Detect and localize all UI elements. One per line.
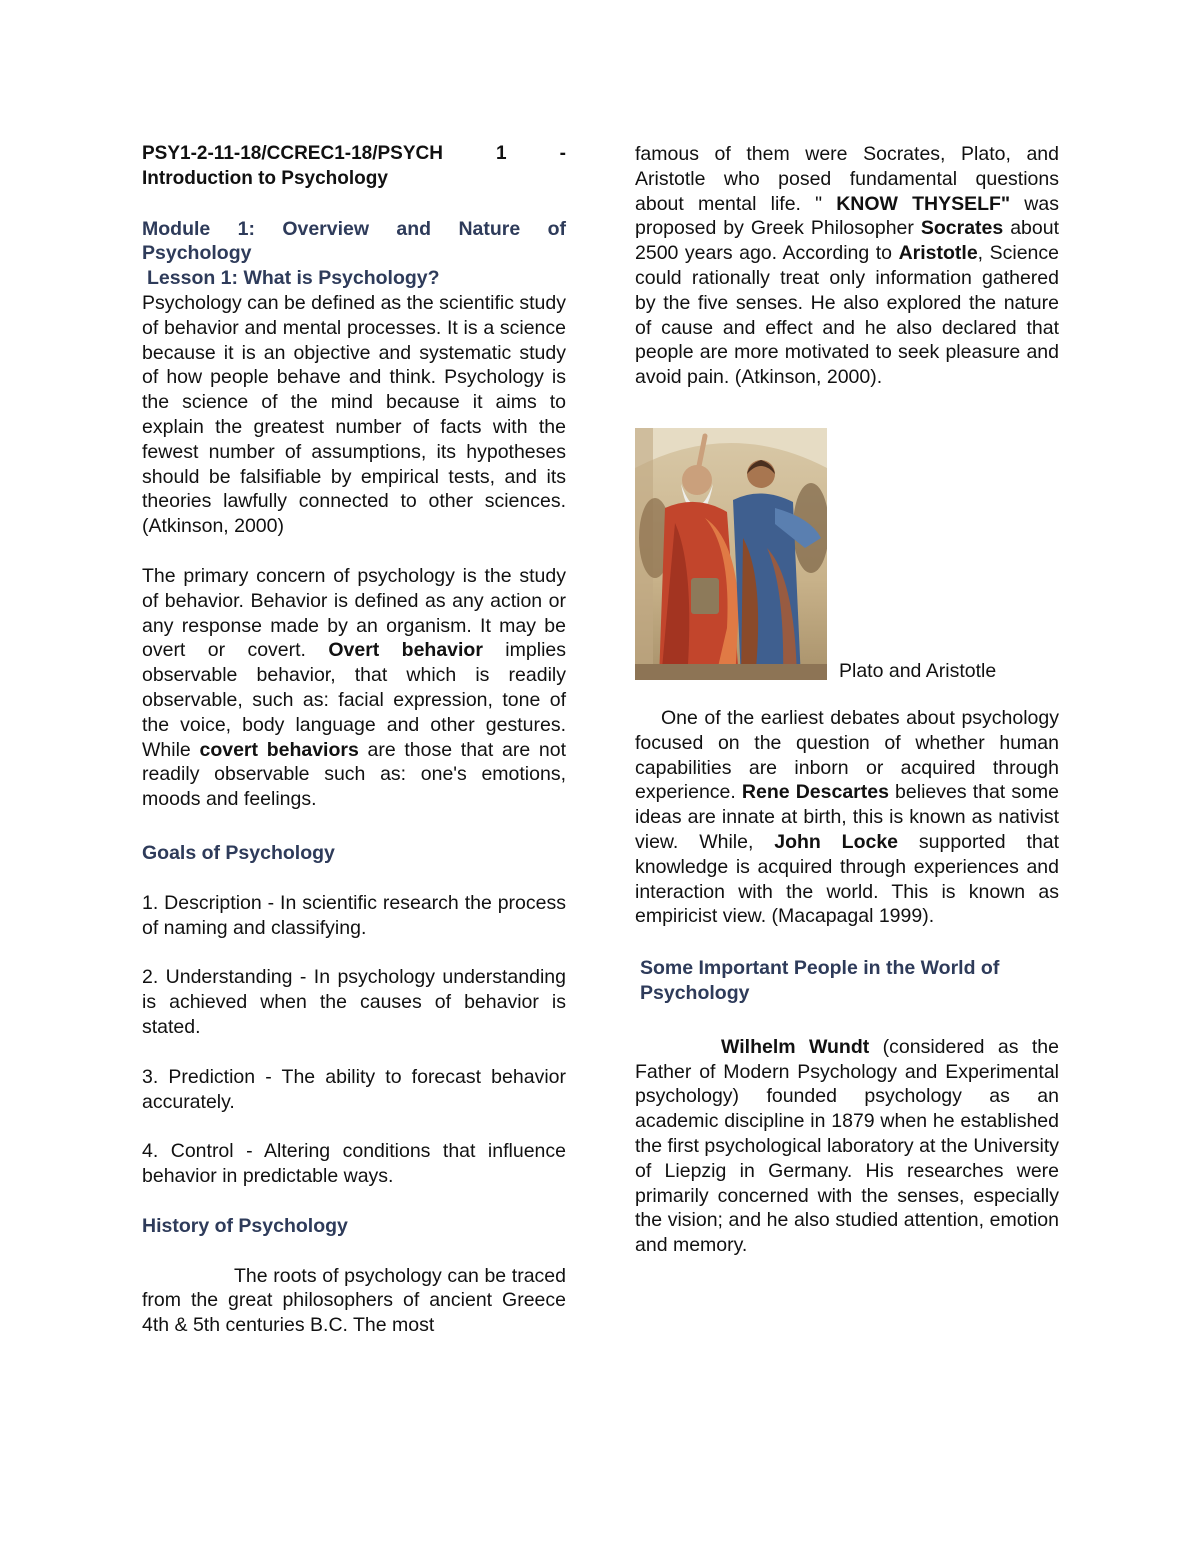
socrates-term: Socrates	[920, 217, 1004, 240]
module-word-4: and	[396, 217, 432, 240]
intro-paragraph: Psychology can be defined as the scientific study of behavior and mental processes. It is a science because it is an objective and systematic study of how people behave and think. Psychology is the science of the mind because it aims to explain the greatest number of facts with the fewest number of assumptions, its hypotheses should be falsifiable by empirical tests, and its theories lawfully connected to other sciences. (Atkinson, 2000)	[142, 291, 566, 538]
module-word-2: 1:	[237, 217, 255, 240]
debate-paragraph	[635, 706, 1059, 929]
goal-understanding: 2. Understanding - In psychology understanding is achieved when the causes of behavior is stated.	[142, 966, 566, 1038]
course-code-heading	[142, 142, 566, 192]
debate-text-1: One of the earliest debates about psychology focused on the question of whether human capabilities are inborn or acquired through experience.	[635, 706, 1059, 804]
wundt-text: (considered as the Father of Modern Psychology and Experimental psychology) founded psychology as an academic discipline in 1879 when he established the first psychological laboratory at the University of Liepzig in Germany. His researches were primarily concerned with the senses, especially the vision; and he also studied attention, emotion and memory.	[635, 1035, 1059, 1257]
philosophers-text-1: famous of them were Socrates, Plato, and Aristotle who posed fundamental questions about mental life. "	[635, 143, 1059, 215]
philosophers-text-3: about 2500 years ago. According to	[635, 217, 1059, 265]
plato-aristotle-painting	[635, 428, 827, 680]
course-title: Introduction to Psychology	[142, 167, 388, 189]
philosophers-text-2: was proposed by Greek Philosopher	[635, 192, 1059, 240]
goal-control: 4. Control - Altering conditions that influence behavior in predictable ways.	[142, 1140, 566, 1188]
covert-behavior-term: covert behaviors	[199, 738, 359, 761]
wundt-paragraph	[635, 1035, 1059, 1258]
philosophers-paragraph	[635, 142, 1059, 390]
history-heading: History of Psychology	[142, 1214, 348, 1237]
module-word-1: Module	[142, 217, 211, 240]
module-word-6: of	[547, 217, 566, 240]
module-word-5: Nature	[458, 217, 521, 240]
behavior-text-1: The primary concern of psychology is the study of behavior. Behavior is defined as any action or any response made by an organism. It may be overt or covert.	[142, 564, 566, 662]
john-locke-term: John Locke	[774, 830, 899, 853]
behavior-paragraph	[142, 564, 566, 812]
history-text: The roots of psychology can be traced from the great philosophers of ancient Greece 4th & 5th centuries B.C. The most	[142, 1264, 566, 1337]
debate-text-3: supported that knowledge is acquired through experiences and interaction with the world. This is known as empiricist view. (Macapagal 1999).	[635, 830, 1059, 928]
course-number: 1	[496, 143, 507, 164]
goal-prediction: 3. Prediction - The ability to forecast behavior accurately.	[142, 1065, 566, 1113]
figure-caption: Plato and Aristotle	[839, 660, 997, 683]
goals-heading: Goals of Psychology	[142, 841, 335, 864]
module-word-7: Psychology	[142, 242, 252, 265]
philosophers-text-4: , Science could rationally treat only information gathered by the five senses. He also explored the nature of cause and effect and he also declared that people are more motivated to seek pleasure and avoid pain. (Atkinson, 2000).	[635, 242, 1059, 389]
lesson-heading: Lesson 1: What is Psychology?	[147, 267, 440, 290]
module-word-3: Overview	[282, 217, 370, 240]
course-dash: -	[559, 143, 566, 164]
behavior-text-2: implies observable behavior, that which is readily observable, such as: facial expression, tone of the voice, body language and other gestures. While	[142, 639, 566, 761]
left-column	[142, 142, 566, 1338]
rene-descartes-term: Rene Descartes	[741, 781, 889, 804]
know-thyself-term: KNOW THYSELF"	[836, 192, 1011, 215]
behavior-text-3: are those that are not readily observable such as: one's emotions, moods and feelings.	[142, 738, 566, 811]
aristotle-term: Aristotle	[898, 242, 978, 265]
debate-text-2: believes that some ideas are innate at birth, this is known as nativist view. While,	[635, 781, 1060, 853]
course-code: PSY1-2-11-18/CCREC1-18/PSYCH	[142, 143, 443, 164]
wilhelm-wundt-term: Wilhelm Wundt	[721, 1035, 870, 1058]
overt-behavior-term: Overt behavior	[328, 639, 483, 662]
figure-row	[635, 428, 1059, 683]
important-people-heading: Some Important People in the World of Psychology	[640, 957, 1000, 1004]
module-heading	[142, 217, 566, 267]
goal-description: 1. Description - In scientific research the process of naming and classifying.	[142, 891, 566, 939]
history-paragraph	[142, 1264, 566, 1338]
right-column	[635, 142, 1059, 1258]
